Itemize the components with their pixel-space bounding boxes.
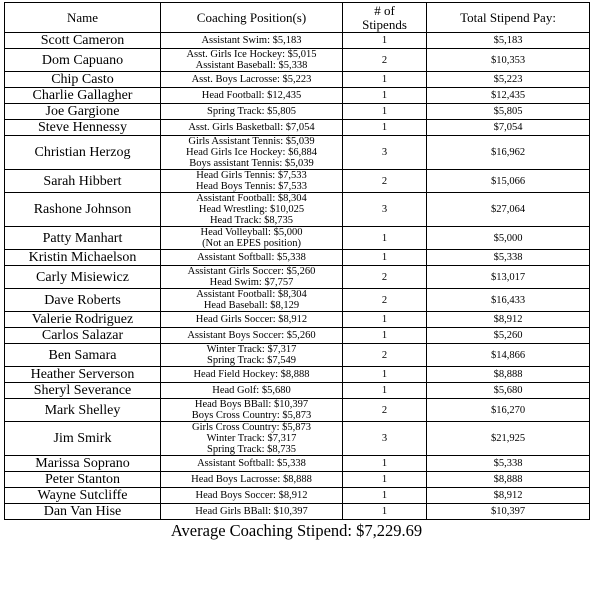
coach-name-text: Dave Roberts	[44, 292, 121, 308]
table-row	[5, 193, 590, 227]
total-pay: $14,866	[427, 344, 590, 367]
stipend-sheet	[4, 2, 589, 541]
table-row	[5, 328, 590, 344]
coach-name-text: Christian Herzog	[34, 145, 131, 160]
total-pay: $13,017	[427, 266, 590, 289]
table-row	[5, 49, 590, 72]
table-row	[5, 289, 590, 312]
coach-name-text: Mark Shelley	[44, 402, 121, 418]
stipend-count: 1	[343, 472, 427, 488]
header-stipends-line2: Stipends	[362, 16, 407, 32]
coach-name	[5, 193, 161, 227]
stipend-count: 1	[343, 312, 427, 328]
coaching-positions	[161, 367, 343, 383]
coach-name-text: Sarah Hibbert	[43, 173, 122, 189]
total-pay: $8,888	[427, 367, 590, 383]
table-row	[5, 344, 590, 367]
coach-name-text: Joe Gargione	[45, 104, 120, 119]
total-pay: $7,054	[427, 120, 590, 136]
coach-name-text: Scott Cameron	[40, 33, 125, 48]
position-line: Assistant Football: $8,304	[196, 193, 307, 204]
position-line: Head Golf: $5,680	[212, 385, 291, 396]
coaching-positions	[161, 49, 343, 72]
position-line: (Not an EPES position)	[202, 238, 301, 249]
total-pay: $5,680	[427, 383, 590, 399]
stipend-count: 1	[343, 328, 427, 344]
coach-name	[5, 422, 161, 456]
coach-name	[5, 49, 161, 72]
position-line: Head Football: $12,435	[201, 90, 302, 101]
total-pay: $5,338	[427, 456, 590, 472]
table-row	[5, 120, 590, 136]
coach-name	[5, 88, 161, 104]
coaching-positions	[161, 472, 343, 488]
coach-name-text: Peter Stanton	[44, 472, 121, 487]
coach-name	[5, 344, 161, 367]
table-row	[5, 422, 590, 456]
coach-name-text: Chip Casto	[51, 72, 114, 87]
position-line: Boys assistant Tennis: $5,039	[189, 158, 314, 169]
coach-name	[5, 170, 161, 193]
coach-name-text: Heather Serverson	[30, 367, 135, 382]
position-line: Head Baseball: $8,129	[203, 300, 300, 311]
coach-name	[5, 266, 161, 289]
table-row	[5, 170, 590, 193]
total-pay: $16,433	[427, 289, 590, 312]
coach-name	[5, 136, 161, 170]
coaching-positions	[161, 383, 343, 399]
position-line: Boys Cross Country: $5,873	[191, 410, 312, 421]
stipend-table	[4, 2, 590, 520]
header-name: Name	[5, 3, 161, 33]
table-row	[5, 367, 590, 383]
coach-name	[5, 312, 161, 328]
position-line: Assistant Girls Soccer: $5,260	[187, 266, 316, 277]
stipend-count: 1	[343, 104, 427, 120]
coach-name	[5, 367, 161, 383]
coach-name	[5, 227, 161, 250]
position-line: Spring Track: $5,805	[207, 106, 296, 117]
coach-name-text: Ben Samara	[48, 347, 117, 363]
table-row	[5, 456, 590, 472]
stipend-count: 2	[343, 49, 427, 72]
coaching-positions	[161, 136, 343, 170]
position-line: Assistant Baseball: $5,338	[195, 60, 308, 71]
table-row	[5, 88, 590, 104]
position-line: Girls Cross Country: $5,873	[191, 422, 311, 433]
position-line: Assistant Softball: $5,338	[197, 252, 306, 263]
position-line: Winter Track: $7,317	[206, 433, 297, 444]
coach-name-text: Steve Hennessy	[37, 120, 128, 135]
average-stipend: Average Coaching Stipend: $7,229.69	[170, 521, 423, 540]
position-line: Assistant Swim: $5,183	[201, 35, 302, 46]
coaching-positions	[161, 504, 343, 520]
stipend-count: 1	[343, 456, 427, 472]
coaching-positions	[161, 422, 343, 456]
table-row	[5, 250, 590, 266]
coaching-positions	[161, 88, 343, 104]
position-line: Head Boys Lacrosse: $8,888	[191, 474, 312, 485]
stipend-count: 1	[343, 33, 427, 49]
stipend-count: 2	[343, 170, 427, 193]
table-row	[5, 488, 590, 504]
coach-name	[5, 120, 161, 136]
coaching-positions	[161, 250, 343, 266]
coach-name-text: Carlos Salazar	[41, 328, 124, 343]
total-pay: $12,435	[427, 88, 590, 104]
position-line: Winter Track: $7,317	[206, 344, 297, 355]
stipend-count: 1	[343, 72, 427, 88]
total-pay: $8,888	[427, 472, 590, 488]
position-line: Head Girls Ice Hockey: $6,884	[186, 147, 317, 158]
position-line: Head Girls Tennis: $7,533	[196, 170, 307, 181]
table-row	[5, 266, 590, 289]
table-body	[5, 33, 590, 520]
coaching-positions	[161, 170, 343, 193]
table-row	[5, 312, 590, 328]
position-line: Assistant Softball: $5,338	[197, 458, 306, 469]
total-pay: $10,397	[427, 504, 590, 520]
stipend-count: 1	[343, 227, 427, 250]
coaching-positions	[161, 312, 343, 328]
header-stipends	[343, 3, 427, 33]
position-line: Head Boys Soccer: $8,912	[195, 490, 308, 501]
position-line: Head Girls Soccer: $8,912	[195, 314, 308, 325]
total-pay: $8,912	[427, 312, 590, 328]
coaching-positions	[161, 120, 343, 136]
stipend-count: 1	[343, 383, 427, 399]
coaching-positions	[161, 266, 343, 289]
coach-name-text: Patty Manhart	[42, 230, 123, 246]
coaching-positions	[161, 456, 343, 472]
position-line: Head Girls BBall: $10,397	[195, 506, 308, 517]
coaching-positions	[161, 227, 343, 250]
coaching-positions	[161, 104, 343, 120]
total-pay: $5,223	[427, 72, 590, 88]
coach-name	[5, 504, 161, 520]
total-pay: $10,353	[427, 49, 590, 72]
position-line: Asst. Girls Basketball: $7,054	[188, 122, 315, 133]
table-row	[5, 472, 590, 488]
position-line: Spring Track: $7,549	[207, 355, 296, 366]
stipend-count: 3	[343, 136, 427, 170]
total-pay: $15,066	[427, 170, 590, 193]
coach-name	[5, 328, 161, 344]
table-row	[5, 504, 590, 520]
position-line: Head Track: $8,735	[209, 215, 294, 226]
position-line: Head Field Hockey: $8,888	[193, 369, 310, 380]
coaching-positions	[161, 289, 343, 312]
coach-name-text: Valerie Rodriguez	[31, 312, 134, 327]
coach-name-text: Wayne Sutcliffe	[37, 488, 128, 503]
position-line: Head Volleyball: $5,000	[200, 227, 303, 238]
coaching-positions	[161, 488, 343, 504]
position-line: Head Boys BBall: $10,397	[194, 399, 309, 410]
header-total: Total Stipend Pay:	[427, 3, 590, 33]
position-line: Head Wrestling: $10,025	[198, 204, 305, 215]
coach-name	[5, 488, 161, 504]
coaching-positions	[161, 33, 343, 49]
position-line: Girls Assistant Tennis: $5,039	[188, 136, 315, 147]
coach-name-text: Sheryl Severance	[33, 383, 132, 398]
table-row	[5, 136, 590, 170]
coach-name-text: Carly Misiewicz	[36, 269, 129, 285]
position-line: Assistant Football: $8,304	[196, 289, 307, 300]
position-line: Head Boys Tennis: $7,533	[195, 181, 308, 192]
total-pay: $8,912	[427, 488, 590, 504]
stipend-count: 1	[343, 488, 427, 504]
coaching-positions	[161, 328, 343, 344]
stipend-count: 2	[343, 344, 427, 367]
stipend-count: 3	[343, 193, 427, 227]
stipend-count: 1	[343, 88, 427, 104]
header-stipends-line1: # of	[374, 2, 395, 18]
header-position: Coaching Position(s)	[161, 3, 343, 33]
table-row	[5, 383, 590, 399]
coach-name	[5, 399, 161, 422]
table-row	[5, 399, 590, 422]
coach-name	[5, 456, 161, 472]
stipend-count: 1	[343, 367, 427, 383]
coach-name	[5, 33, 161, 49]
table-row	[5, 72, 590, 88]
coach-name	[5, 250, 161, 266]
position-line: Head Swim: $7,757	[209, 277, 294, 288]
coach-name	[5, 383, 161, 399]
stipend-count: 2	[343, 399, 427, 422]
total-pay: $5,805	[427, 104, 590, 120]
coach-name-text: Rashone Johnson	[33, 202, 132, 217]
table-row	[5, 33, 590, 49]
header-row	[5, 3, 590, 33]
table-row	[5, 227, 590, 250]
position-line: Asst. Girls Ice Hockey: $5,015	[186, 49, 317, 60]
total-pay: $27,064	[427, 193, 590, 227]
total-pay: $16,270	[427, 399, 590, 422]
position-line: Asst. Boys Lacrosse: $5,223	[191, 74, 312, 85]
coach-name-text: Kristin Michaelson	[28, 250, 137, 265]
coaching-positions	[161, 193, 343, 227]
coach-name	[5, 289, 161, 312]
stipend-count: 1	[343, 120, 427, 136]
table-row	[5, 104, 590, 120]
coach-name-text: Dom Capuano	[41, 52, 124, 68]
position-line: Assistant Boys Soccer: $5,260	[187, 330, 316, 341]
coach-name-text: Dan Van Hise	[43, 504, 122, 519]
coaching-positions	[161, 399, 343, 422]
total-pay: $5,338	[427, 250, 590, 266]
coach-name	[5, 104, 161, 120]
stipend-count: 1	[343, 250, 427, 266]
coaching-positions	[161, 72, 343, 88]
position-line: Spring Track: $8,735	[207, 444, 296, 455]
stipend-count: 2	[343, 289, 427, 312]
stipend-count: 1	[343, 504, 427, 520]
coach-name-text: Marissa Soprano	[35, 456, 130, 471]
coach-name	[5, 72, 161, 88]
total-pay: $5,183	[427, 33, 590, 49]
total-pay: $21,925	[427, 422, 590, 456]
total-pay: $5,000	[427, 227, 590, 250]
total-pay: $16,962	[427, 136, 590, 170]
stipend-count: 3	[343, 422, 427, 456]
coach-name-text: Jim Smirk	[53, 431, 112, 446]
total-pay: $5,260	[427, 328, 590, 344]
coaching-positions	[161, 344, 343, 367]
coach-name-text: Charlie Gallagher	[32, 88, 133, 103]
coach-name	[5, 472, 161, 488]
stipend-count: 2	[343, 266, 427, 289]
